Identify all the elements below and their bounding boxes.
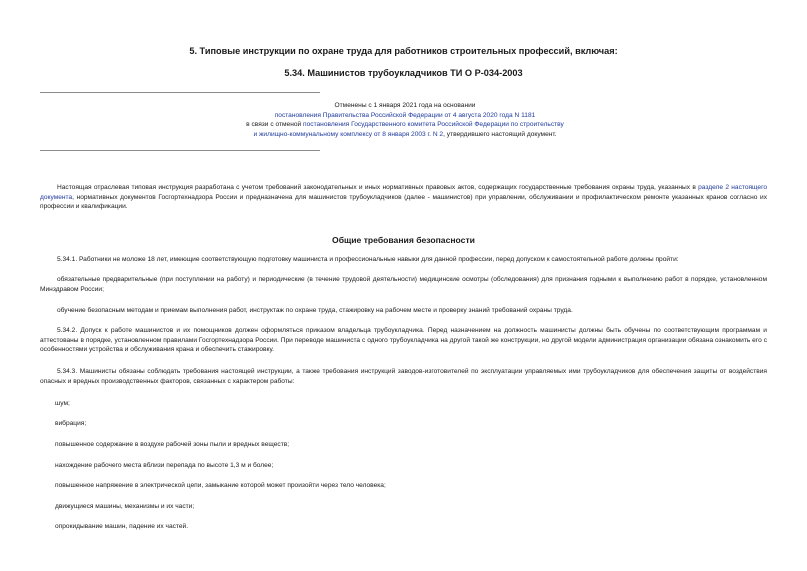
notice-link-government-decree[interactable]: постановления Правительства Российской Федерации от 4 августа 2020 года N 1181 xyxy=(274,111,536,119)
notice-link-gosstroy-decree-part2[interactable]: и жилищно-коммунальному комплексу от 8 января 2003 г. N 2 xyxy=(253,130,444,138)
repeal-notice xyxy=(225,101,585,139)
notice-line-4-suffix: , утвердившего настоящий документ. xyxy=(443,130,557,138)
intro-text-end: , нормативных документов Госгортехнадзора России и предназначена для машинистов трубоукладчиков (далее - машинистов) при управлении, обслуживании и профилактическом ремонте указанных кранов согласно их профессии и квалификации. xyxy=(40,193,767,211)
paragraph-5-34-2: 5.34.2. Допуск к работе машинистов и их помощников должен оформляться приказом владельца трубоукладчика. Перед назначением на должность машинисты должны быть обучены по соответствующим программам и аттестованы в порядке, установленном правилами Госгортехнадзора России. При переводе машиниста с одного трубоукладчика на другой такой же конструкции, но другой модели администрация организации обязана ознакомить его с особенностями устройства и обслуживания крана и обеспечить стажировку. xyxy=(40,327,767,354)
factor-item: шум; xyxy=(55,400,70,407)
factor-item: нахождение рабочего места вблизи перепада по высоте 1,3 м и более; xyxy=(55,462,274,469)
notice-line-1: Отменены с 1 января 2021 года на основании xyxy=(334,102,476,109)
factor-item: повышенное содержание в воздухе рабочей зоны пыли и вредных веществ; xyxy=(55,441,290,448)
factor-item: вибрация; xyxy=(55,420,87,427)
notice-top-rule xyxy=(40,92,320,93)
intro-link-section-2[interactable]: разделе 2 настоящего документа xyxy=(40,184,767,201)
paragraph-5-34-1: 5.34.1. Работники не моложе 18 лет, имеющие соответствующую подготовку машиниста и профессиональные навыки для данной профессии, перед допуском к самостоятельной работе должны пройти: xyxy=(57,256,679,263)
document-title: 5. Типовые инструкции по охране труда для работников строительных профессий, включая: xyxy=(189,46,618,56)
document-subtitle: 5.34. Машинистов трубоукладчиков ТИ О Р-034-2003 xyxy=(284,68,523,78)
notice-link-gosstroy-decree-part1[interactable]: постановления Государственного комитета Российской Федерации по строительству xyxy=(303,121,564,128)
intro-text-start: Настоящая отраслевая типовая инструкция разработана с учетом требований законодательных и иных нормативных правовых актов, содержащих государственные требования охраны труда, указанных в xyxy=(57,184,699,191)
paragraph-medical-exams: обязательные предварительные (при поступлении на работу) и периодические (в течение трудовой деятельности) медицинские осмотры (обследования) для признания годными к выполнению работ в порядке, установленном Минздравом России; xyxy=(40,276,767,293)
factor-item: движущиеся машины, механизмы и их части; xyxy=(55,503,195,510)
section-heading: Общие требования безопасности xyxy=(332,235,475,245)
notice-line-3-prefix: в связи с отменой xyxy=(246,121,304,128)
intro-paragraph xyxy=(40,183,767,212)
notice-bottom-rule xyxy=(40,150,320,151)
paragraph-training: обучение безопасным методам и приемам выполнения работ, инструктаж по охране труда, стажировку на рабочем месте и проверку знаний требований охраны труда. xyxy=(57,307,573,314)
paragraph-5-34-3: 5.34.3. Машинисты обязаны соблюдать требования настоящей инструкции, а также требования инструкций заводов-изготовителей по эксплуатации управляемых ими трубоукладчиков для обеспечения защиты от воздействия опасных и вредных производственных факторов, связанных с характером работы: xyxy=(40,368,767,385)
factor-item: опрокидывание машин, падение их частей. xyxy=(55,523,189,530)
factor-item: повышенное напряжение в электрической цепи, замыкание которой может произойти через тело человека; xyxy=(55,482,386,489)
